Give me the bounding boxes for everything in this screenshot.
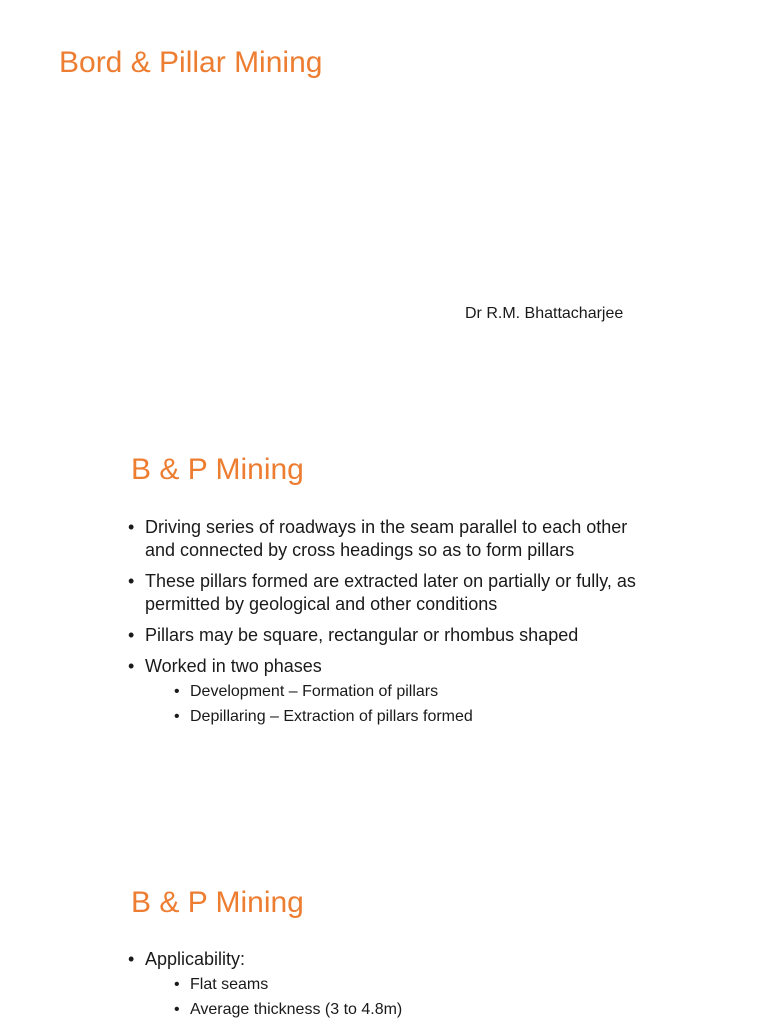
sub-bullet-item: • Depillaring – Extraction of pillars formed <box>145 706 648 728</box>
bullet-item: • Pillars may be square, rectangular or rhombus shaped <box>128 624 648 647</box>
sub-bullet-item: • Flat seams <box>145 974 648 996</box>
slide-heading: B & P Mining <box>131 453 304 486</box>
bullet-item-applicability <box>128 948 648 1021</box>
bullet-text: Applicability: <box>145 949 246 969</box>
author-name: Dr R.M. Bhattacharjee <box>465 305 624 322</box>
slide-bp-mining-applicability <box>0 830 768 1024</box>
bullet-list <box>128 516 648 736</box>
bullet-item: • Driving series of roadways in the seam parallel to each other and connected by cross headings so as to form pillars <box>128 516 648 562</box>
slide-heading: B & P Mining <box>131 886 304 919</box>
bullet-list <box>128 948 648 1029</box>
slide-title <box>0 0 768 400</box>
bullet-item: • These pillars formed are extracted later on partially or fully, as permitted by geological and other conditions <box>128 570 648 616</box>
bullet-item-phases <box>128 655 648 728</box>
bullet-text: Worked in two phases <box>145 656 322 676</box>
sub-bullet-item: • Average thickness (3 to 4.8m) <box>145 999 648 1021</box>
sub-bullet-item: • Development – Formation of pillars <box>145 681 648 703</box>
sub-bullet-list <box>145 974 648 1021</box>
slide-title-heading: Bord & Pillar Mining <box>59 46 323 79</box>
slide-bp-mining-overview <box>0 400 768 830</box>
sub-bullet-list <box>145 681 648 728</box>
